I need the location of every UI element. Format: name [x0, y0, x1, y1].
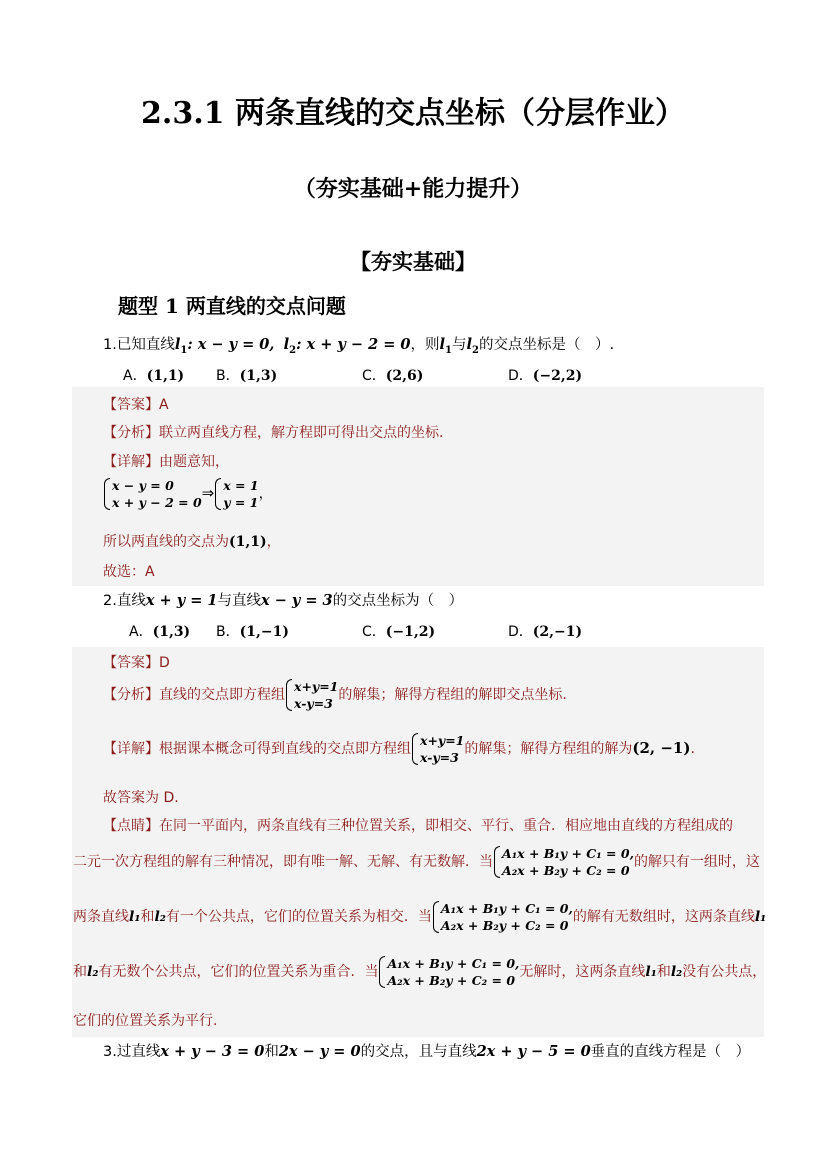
q1-conclusion: 所以两直线的交点为(1,1)， [103, 534, 281, 550]
q2-comment-system-1: A₁x + B₁y + C₁ = 0, A₂x + B₂y + C₂ = 0 [493, 845, 634, 879]
q1-l2-ref: l [466, 336, 473, 353]
q1-prefix: 1.已知直线 [103, 337, 175, 353]
q1-l1-ref-sub: 1 [445, 344, 453, 356]
q1-l1-ref: l [439, 336, 446, 353]
section-heading: 【夯实基础】 [350, 249, 476, 274]
q1-option-c[interactable]: C．(2,6) [362, 368, 424, 384]
q1-mid: ，则 [410, 337, 440, 353]
q2-comment-system-2: A₁x + B₁y + C₁ = 0, A₂x + B₂y + C₂ = 0 [432, 900, 573, 934]
q2-comment-line5: 它们的位置关系为平行. [73, 1013, 218, 1029]
q1-analysis: 【分析】联立两直线方程，解方程即可得出交点的坐标. [103, 425, 444, 441]
topic-heading: 题型 1 两直线的交点问题 [118, 294, 346, 318]
q1-eq2: : x + y − 2 = 0 [296, 336, 411, 353]
q1-suffix: 的交点坐标是（ ）. [479, 337, 615, 353]
q2-option-d[interactable]: D．(2,−1) [508, 624, 583, 640]
q2-detail: 【详解】根据课本概念可得到直线的交点即方程组 x+y=1 x-y=3 的解集；解得方程组的解为(2, −1). [103, 733, 695, 765]
q2-comment-line3: 两条直线l₁和l₂有一个公共点，它们的位置关系为相交．当 A₁x + B₁y + C₁ = 0, A₂x + B₂y + C₂ = 0 的解有无数组时，这两条直线l₁ [73, 901, 767, 933]
q1-l2-sub: 2 [289, 344, 297, 356]
q2-comment-system-3: A₁x + B₁y + C₁ = 0, A₂x + B₂y + C₂ = 0 [378, 955, 519, 989]
q2-choice: 故答案为 D. [103, 790, 179, 806]
q1-answer: 【答案】A [103, 397, 169, 413]
question-1 [103, 333, 614, 356]
q2-comment-line2: 二元一次方程组的解有三种情况，即有唯一解、无解、有无数解．当 A₁x + B₁y + C₁ = 0, A₂x + B₂y + C₂ = 0 的解只有一组时，这 [73, 846, 760, 878]
q1-option-a[interactable]: A．(1,1) [123, 368, 185, 384]
q2-analysis: 【分析】直线的交点即方程组 x+y=1 x-y=3 的解集；解得方程组的解即交点坐标. [103, 679, 567, 711]
q2-comment-line4: 和l₂有无数个公共点，它们的位置关系为重合．当 A₁x + B₁y + C₁ = 0, A₂x + B₂y + C₂ = 0 无解时，这两条直线l₁和l₂没有公共点， [73, 956, 767, 988]
q2-answer: 【答案】D [103, 655, 170, 671]
q1-detail-label: 【详解】由题意知， [103, 454, 229, 470]
question-3: 3.过直线x + y − 3 = 0和2x − y = 0的交点，且与直线2x + y − 5 = 0垂直的直线方程是（ ） [103, 1043, 751, 1060]
q1-arrow: ⇒ [201, 484, 215, 502]
q1-option-d[interactable]: D．(−2,2) [508, 368, 583, 384]
page-subtitle: （夯实基础+能力提升） [293, 176, 533, 202]
q2-option-a[interactable]: A．(1,3) [129, 624, 191, 640]
q2-option-c[interactable]: C．(−1,2) [362, 624, 436, 640]
q1-comma: ， [258, 486, 273, 502]
question-2: 2.直线x + y = 1与直线x − y = 3的交点坐标为（ ） [103, 592, 464, 609]
q1-l2-ref-sub: 2 [472, 344, 479, 356]
q2-comment-line1: 【点睛】在同一平面内，两条直线有三种位置关系，即相交、平行、重合．相应地由直线的方程组成的 [103, 818, 733, 834]
q1-system-right: x = 1 y = 1 [214, 477, 258, 511]
q2-detail-system: x+y=1 x-y=3 [411, 732, 464, 766]
q1-choice: 故选：A [103, 564, 155, 580]
q1-eq1: : x − y = 0, [187, 336, 275, 353]
q1-l1-sub: 1 [180, 344, 188, 356]
q2-option-b[interactable]: B．(1,−1) [216, 624, 289, 640]
q2-analysis-system: x+y=1 x-y=3 [285, 678, 338, 712]
q1-solution-system [103, 477, 273, 511]
q1-l1: l [174, 336, 181, 353]
page-title: 2.3.1 两条直线的交点坐标（分层作业） [141, 96, 685, 131]
q1-system-left: x − y = 0 x + y − 2 = 0 [103, 477, 202, 511]
q1-and: 与 [452, 337, 467, 353]
q1-option-b[interactable]: B．(1,3) [216, 368, 278, 384]
q1-l2: l [283, 336, 290, 353]
